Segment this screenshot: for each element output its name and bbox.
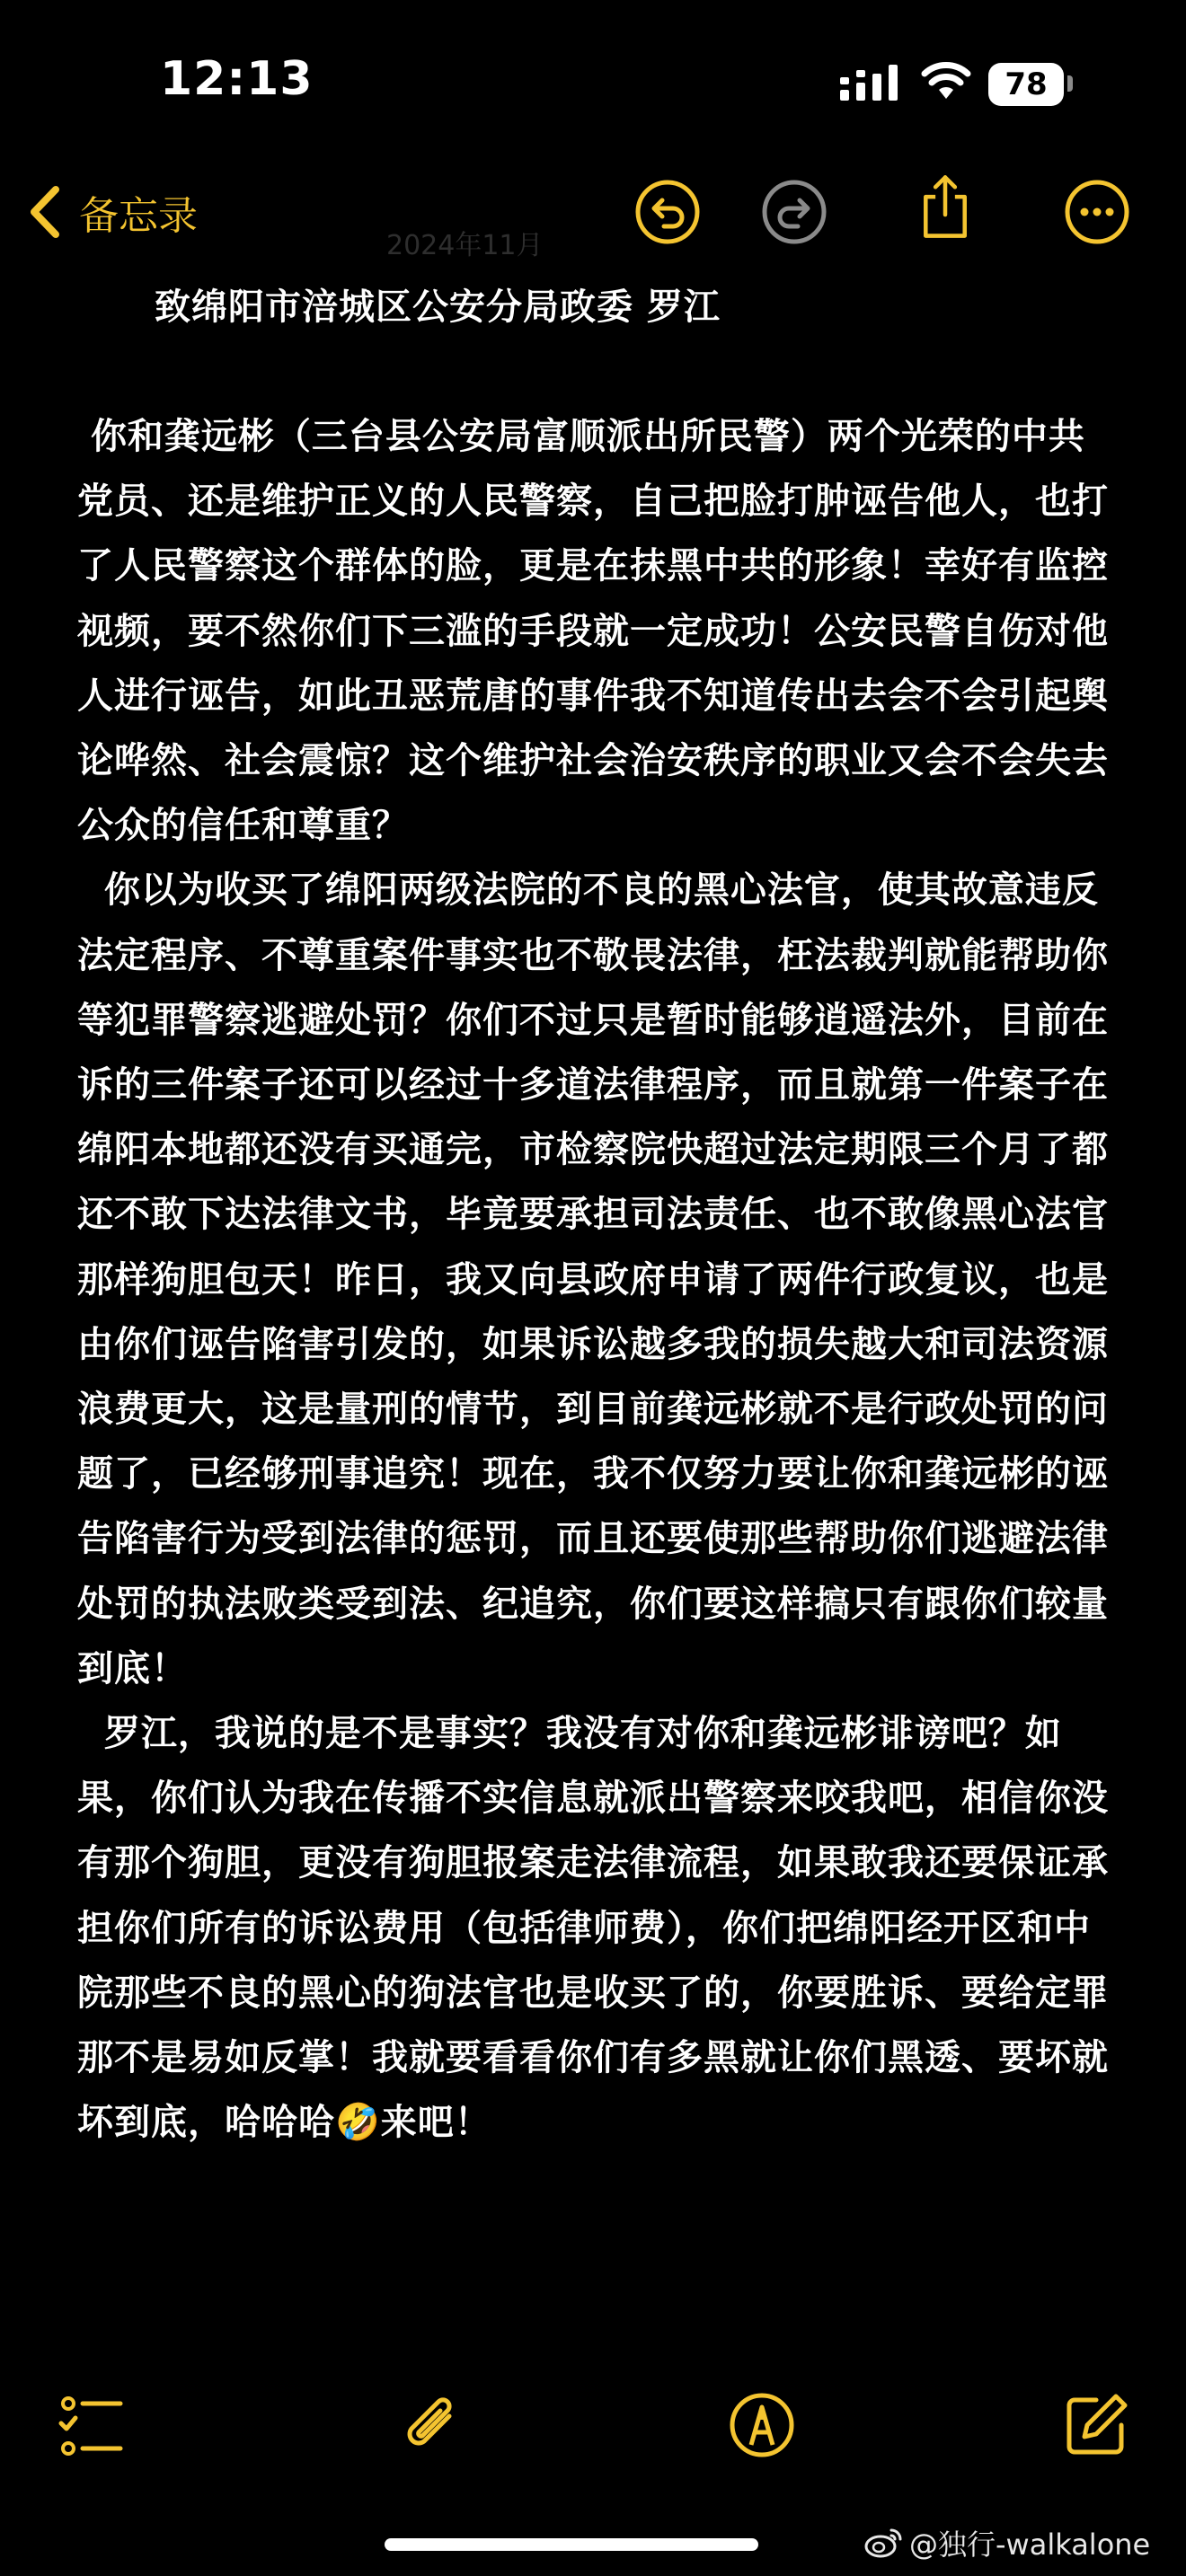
cellular-signal-icon <box>840 65 899 101</box>
note-title[interactable]: 致绵阳市涪城区公安分局政委 罗江 <box>155 287 721 328</box>
redo-icon[interactable] <box>760 178 828 246</box>
note-date: 2024年11月 <box>386 230 544 261</box>
wifi-icon <box>921 61 971 101</box>
note-paragraph: 罗江，我说的是不是事实？我没有对你和龚远彬诽谤吧？如果，你们认为我在传播不实信息就派出警察来咬我吧，相信你没有那个狗胆，更没有狗胆报案走法律流程，如果敢我还要保证承担你们所有的诉讼费用（包括律师费），你们把绵阳经开区和中院那些不良的黑心的狗法官也是收买了的，你要胜诉、要给定罪那不是易如反掌！我就要看看你们有多黑就让你们黑透、要坏就坏到底，哈哈哈🤣来吧！ <box>77 1713 1109 2144</box>
battery-indicator: 78 <box>988 63 1064 106</box>
watermark <box>864 2522 1150 2563</box>
paperclip-icon[interactable] <box>395 2389 467 2461</box>
share-icon[interactable] <box>911 172 979 241</box>
note-paragraph: 你以为收买了绵阳两级法院的不良的黑心法官，使其故意违反法定程序、不尊重案件事实也不敬畏法律，枉法裁判就能帮助你等犯罪警察逃避处罚？你们不过只是暂时能够逍遥法外，目前在诉的三件案子还可以经过十多道法律程序，而且就第一件案子在绵阳本地都还没有买通完，市检察院快超过法定期限三个月了都还不敢下达法律文书，毕竟要承担司法责任、也不敢像黑心法官那样狗胆包天！昨日，我又向县政府申请了两件行政复议，也是由你们诬告陷害引发的，如果诉讼越多我的损失越大和司法资源浪费更大，这是量刑的情节，到目前龚远彬就不是行政处罚的问题了，已经够刑事追究！现在，我不仅努力要让你和龚远彬的诬告陷害行为受到法律的惩罚，而且还要使那些帮助你们逃避法律处罚的执法败类受到法、纪追究，你们要这样搞只有跟你们较量到底！ <box>77 869 1109 1689</box>
undo-icon[interactable] <box>633 178 702 246</box>
back-button[interactable] <box>27 176 198 248</box>
home-indicator[interactable] <box>385 2538 758 2551</box>
note-paragraph: 你和龚远彬（三台县公安局富顺派出所民警）两个光荣的中共党员、还是维护正义的人民警察，自己把脸打肿诬告他人，也打了人民警察这个群体的脸，更是在抹黑中共的形象！幸好有监控视频，要不然你们下三滥的手段就一定成功！公安民警自伤对他人进行诬告，如此丑恶荒唐的事件我不知道传出去会不会引起舆论哗然、社会震惊？这个维护社会治安秩序的职业又会不会失去公众的信任和尊重？ <box>77 416 1109 847</box>
back-label: 备忘录 <box>79 193 198 239</box>
more-icon[interactable] <box>1063 178 1131 246</box>
weibo-icon <box>864 2527 904 2559</box>
watermark-text: @独行-walkalone <box>909 2527 1151 2562</box>
note-body[interactable] <box>77 404 1120 2155</box>
checklist-icon[interactable] <box>56 2389 128 2461</box>
markup-pen-icon[interactable] <box>726 2389 798 2461</box>
chevron-left-icon <box>27 184 63 240</box>
status-time: 12:13 <box>160 52 314 106</box>
compose-icon[interactable] <box>1060 2389 1132 2461</box>
battery-cap <box>1067 75 1073 92</box>
